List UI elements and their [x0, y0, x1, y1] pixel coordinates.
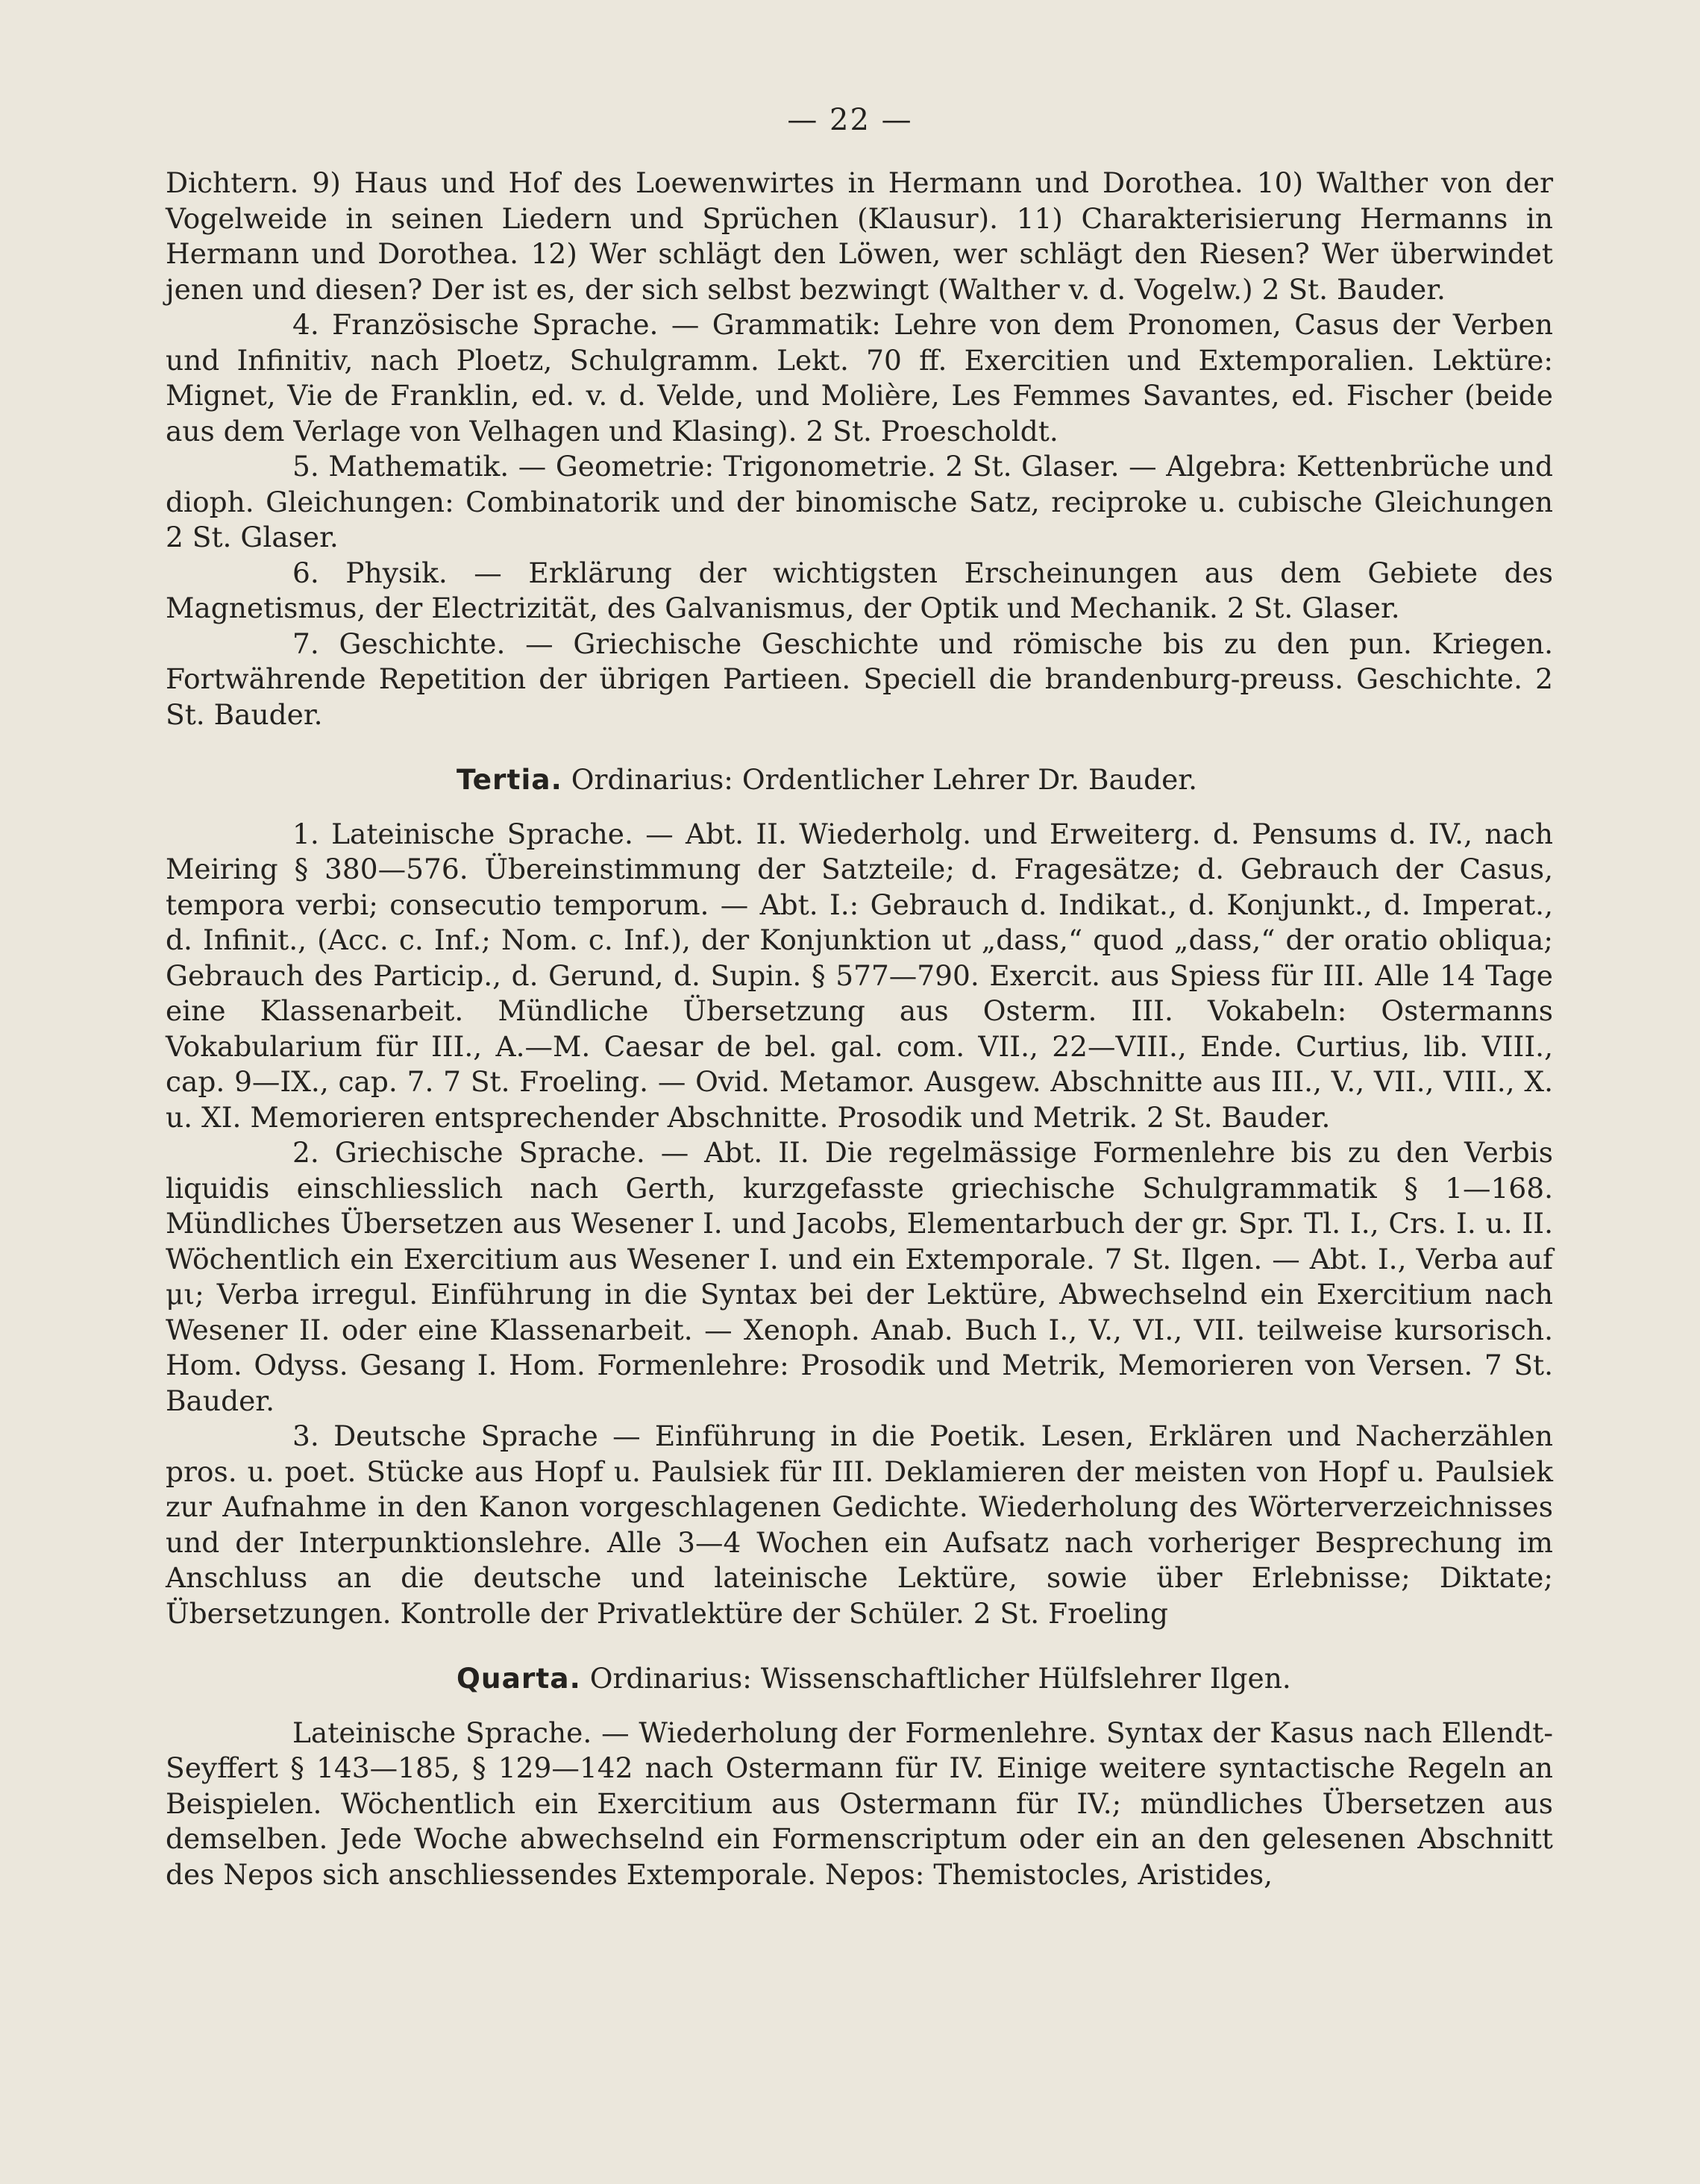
class-name-tertia: Tertia. — [457, 763, 562, 796]
paragraph-lateinische-sprache-quarta: Lateinische Sprache. — Wiederholung der Formenlehre. Syntax der Kasus nach Ellendt-Seyffert § 143—185, § 129—142 nach Ostermann für IV. Einige weitere syntactische Regeln an Beispielen. Wöchentlich ein Exercitium aus Ostermann für IV.; mündliches Übersetzen aus demselben. Jede Woche abwechselnd ein Formenscriptum oder ein an den gelesenen Abschnitt des Nepos sich anschliessendes Extemporale. Nepos: Themistocles, Aristides, — [166, 1716, 1553, 1891]
paragraph-dichtern-continuation: Dichtern. 9) Haus und Hof des Loewenwirtes in Hermann und Dorothea. 10) Walther von der Vogelweide in seinen Liedern und Sprüchen (Klausur). 11) Charakterisierung Hermanns in Hermann und Dorothea. 12) Wer schlägt den Löwen, wer schlägt den Riesen? Wer überwindet jenen und diesen? Der ist es, der sich selbst bezwingt (Walther v. d. Vogelw.) 2 St. Bauder. — [166, 166, 1553, 306]
paragraph-lateinische-sprache-tertia: 1. Lateinische Sprache. — Abt. II. Wiederholg. und Erweiterg. d. Pensums d. IV., nach Meiring § 380—576. Übereinstimmung der Satzteile; d. Fragesätze; d. Gebrauch der Casus, tempora verbi; consecutio temporum. — Abt. I.: Gebrauch d. Indikat., d. Konjunkt., d. Imperat., d. Infinit., (Acc. c. Inf.; Nom. c. Inf.), der Konjunktion ut „dass,“ quod „dass,“ der oratio obliqua; Gebrauch des Particip., d. Gerund, d. Supin. § 577—790. Exercit. aus Spiess für III. Alle 14 Tage eine Klassenarbeit. Mündliche Übersetzung aus Osterm. III. Vokabeln: Ostermanns Vokabularium für III., A.—M. Caesar de bel. gal. com. VII., 22—VIII., Ende. Curtius, lib. VIII., cap. 9—IX., cap. 7. 7 St. Froeling. — Ovid. Metamor. Ausgew. Abschnitte aus III., V., VII., VIII., X. u. XI. Memorieren entsprechender Abschnitte. Prosodik und Metrik. 2 St. Bauder. — [166, 817, 1553, 1134]
section-heading-tertia — [166, 762, 1553, 798]
ordinarius-tertia: Ordinarius: Ordentlicher Lehrer Dr. Bauder. — [571, 763, 1198, 796]
paragraph-deutsche-sprache: 3. Deutsche Sprache — Einführung in die Poetik. Lesen, Erklären und Nacherzählen pros. u. poet. Stücke aus Hopf u. Paulsiek für III. Deklamieren der meisten von Hopf u. Paulsiek zur Aufnahme in den Kanon vorgeschlagenen Gedichte. Wiederholung des Wörterverzeichnisses und der Interpunktionslehre. Alle 3—4 Wochen ein Aufsatz nach vorheriger Besprechung im Anschluss an die deutsche und lateinische Lektüre, sowie über Erlebnisse; Diktate; Übersetzungen. Kontrolle der Privatlektüre der Schüler. 2 St. Froeling — [166, 1419, 1553, 1630]
page-body — [166, 166, 1553, 1892]
paragraph-franzoesische-sprache: 4. Französische Sprache. — Grammatik: Lehre von dem Pronomen, Casus der Verben und Infinitiv, nach Ploetz, Schulgramm. Lekt. 70 ff. Exercitien und Extemporalien. Lektüre: Mignet, Vie de Franklin, ed. v. d. Velde, und Molière, Les Femmes Savantes, ed. Fischer (beide aus dem Verlage von Velhagen und Klasing). 2 St. Proescholdt. — [166, 308, 1553, 448]
paragraph-physik: 6. Physik. — Erklärung der wichtigsten Erscheinungen aus dem Gebiete des Magnetismus, der Electrizität, des Galvanismus, der Optik und Mechanik. 2 St. Glaser. — [166, 556, 1553, 624]
class-name-quarta: Quarta. — [457, 1662, 581, 1695]
paragraph-griechische-sprache: 2. Griechische Sprache. — Abt. II. Die regelmässige Formenlehre bis zu den Verbis liquidis einschliesslich nach Gerth, kurzgefasste griechische Schulgrammatik § 1—168. Mündliches Übersetzen aus Wesener I. und Jacobs, Elementarbuch der gr. Spr. Tl. I., Crs. I. u. II. Wöchentlich ein Exercitium aus Wesener I. und ein Extemporale. 7 St. Ilgen. — Abt. I., Verba auf μι; Verba irregul. Einführung in die Syntax bei der Lektüre, Abwechselnd ein Exercitium nach Wesener II. oder eine Klassenarbeit. — Xenoph. Anab. Buch I., V., VI., VII. teilweise kursorisch. Hom. Odyss. Gesang I. Hom. Formenlehre: Prosodik und Metrik, Memorieren von Versen. 7 St. Bauder. — [166, 1136, 1553, 1417]
paragraph-mathematik: 5. Mathematik. — Geometrie: Trigonometrie. 2 St. Glaser. — Algebra: Kettenbrüche und dioph. Gleichungen: Combinatorik und der binomische Satz, reciproke u. cubische Gleichungen 2 St. Glaser. — [166, 450, 1553, 553]
page-number: — 22 — — [787, 103, 913, 137]
paragraph-geschichte: 7. Geschichte. — Griechische Geschichte und römische bis zu den pun. Kriegen. Fortwährende Repetition der übrigen Partieen. Speciell die brandenburg-preuss. Geschichte. 2 St. Bauder. — [166, 627, 1553, 731]
section-heading-quarta — [166, 1661, 1553, 1697]
ordinarius-quarta: Ordinarius: Wissenschaftlicher Hülfslehrer Ilgen. — [589, 1662, 1291, 1695]
